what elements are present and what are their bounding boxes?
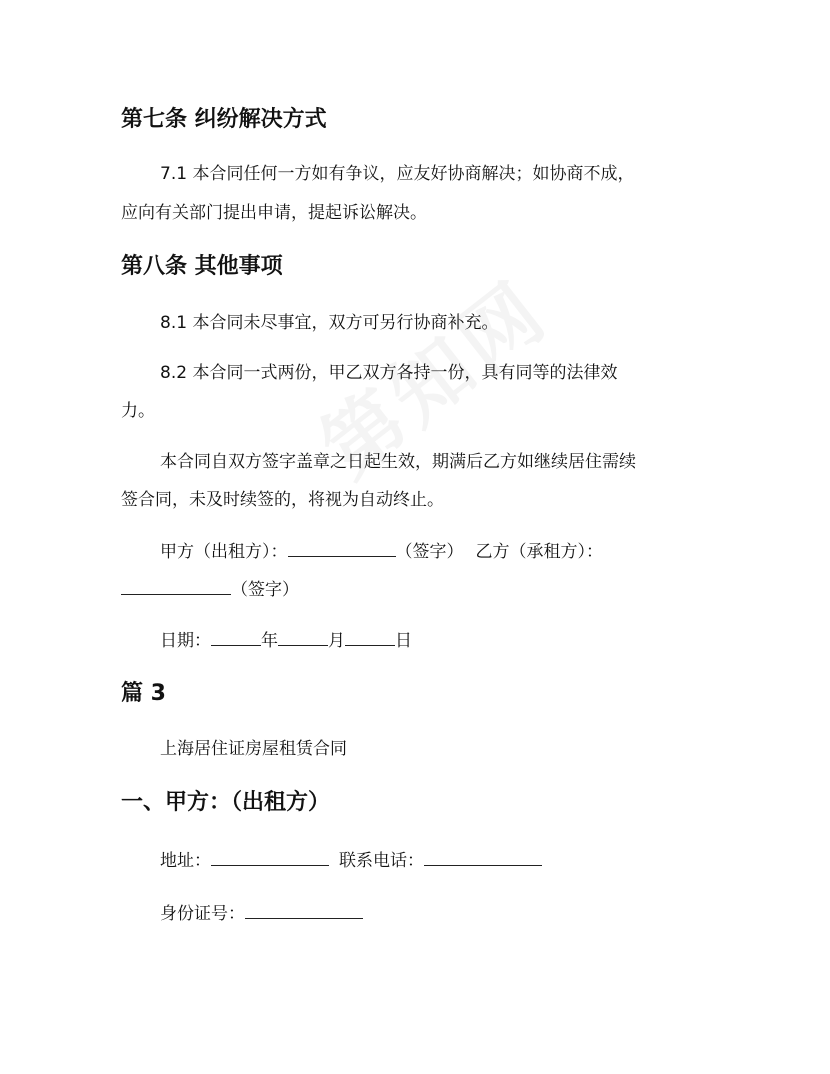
party-a-section-heading: 一、甲方：（出租方） [121, 790, 331, 815]
month-blank[interactable] [278, 629, 328, 646]
id-blank[interactable] [245, 902, 363, 919]
party-a-signature-blank[interactable] [288, 540, 396, 557]
signature-line [160, 540, 603, 562]
phone-label: 联系电话： [339, 851, 424, 871]
clause-7-1-line1: 7.1 本合同任何一方如有争议，应友好协商解决；如协商不成， [160, 164, 635, 184]
month-label: 月 [328, 631, 345, 651]
address-label: 地址： [160, 851, 211, 871]
effective-clause-line2: 签合同，未及时续签的，将视为自动终止。 [121, 490, 444, 510]
party-a-label: 甲方（出租方）： [160, 542, 288, 562]
clause-8-1: 8.1 本合同未尽事宜，双方可另行协商补充。 [160, 313, 499, 333]
date-line [160, 629, 412, 651]
part-3-heading: 篇 3 [121, 681, 166, 706]
article-8-heading: 第八条 其他事项 [121, 254, 283, 279]
effective-clause-line1: 本合同自双方签字盖章之日起生效，期满后乙方如继续居住需续 [160, 452, 636, 472]
year-label: 年 [261, 631, 278, 651]
party-b-label: 乙方（承租方）： [475, 542, 603, 562]
day-blank[interactable] [345, 629, 395, 646]
contract-title: 上海居住证房屋租赁合同 [160, 739, 347, 759]
party-b-signature-blank[interactable] [121, 578, 231, 595]
day-label: 日 [395, 631, 412, 651]
address-blank[interactable] [211, 849, 329, 866]
address-phone-line [160, 849, 542, 871]
id-line [160, 902, 363, 924]
signature-line-2 [121, 578, 299, 600]
date-label: 日期： [160, 631, 211, 651]
clause-8-2-line2: 力。 [121, 401, 155, 421]
year-blank[interactable] [211, 629, 261, 646]
party-a-sign-note: （签字） [395, 542, 464, 562]
id-label: 身份证号： [160, 904, 245, 924]
clause-7-1-line2: 应向有关部门提出申请，提起诉讼解决。 [121, 203, 427, 223]
clause-8-2-line1: 8.2 本合同一式两份，甲乙双方各持一份，具有同等的法律效 [160, 363, 618, 383]
party-b-sign-note: （签字） [231, 580, 299, 600]
phone-blank[interactable] [424, 849, 542, 866]
article-7-heading: 第七条 纠纷解决方式 [121, 107, 327, 132]
